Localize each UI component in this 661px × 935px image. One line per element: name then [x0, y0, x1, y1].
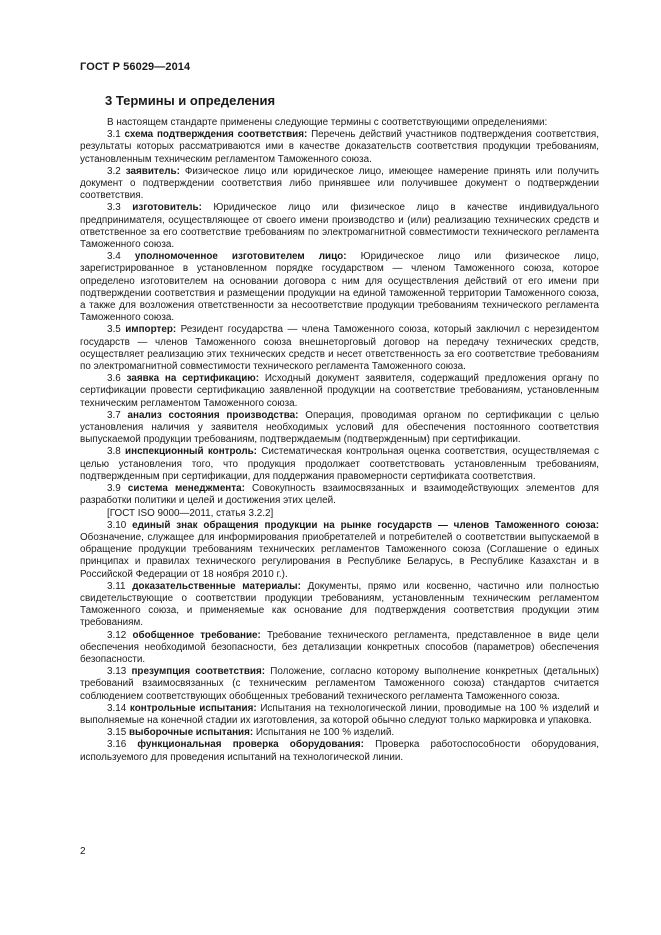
- definition-3-4: 3.4 уполномоченное изготовителем лицо: Юридическое лицо или физическое лицо, зарегистрированное в установленном порядке государством — членом Таможенного союза, которое определено изготовителем на основании договора с ним для осуществления действий от его имени при подтверждении соответствия и размещении продукции на единой таможенной территории Таможенного союза, а также для возложения ответственности за несоответствие продукции требованиям технического регламента Таможенного союза.: [80, 251, 600, 324]
- definition-3-3: 3.3 изготовитель: Юридическое лицо или физическое лицо в качестве индивидуального предпринимателя, осуществляющее от своего имени производство и (или) реализацию технических средств и ответственное за его соответствие требованиям по электромагнитной совместимости технического регламента Таможенного союза.: [80, 202, 599, 251]
- term: обобщенное требование:: [132, 629, 261, 641]
- definition-3-14: 3.14 контрольные испытания: Испытания на технологической линии, проводимые на 100 % изделий и выполняемые на конечной стадии их изготовления, за которой обычно следуют только маркировка и упаковка.: [80, 702, 599, 726]
- definition-3-9: 3.9 система менеджмента: Совокупность взаимосвязанных и взаимодействующих элементов для разработки политики и целей и достижения этих целей.: [80, 483, 599, 507]
- document-header: ГОСТ Р 56029—2014: [80, 61, 191, 73]
- definition-3-6: 3.6 заявка на сертификацию: Исходный документ заявителя, содержащий предложения органу по сертификации провести сертификацию заявленной продукции на соответствие требованиям, установленным техническим регламентом Таможенного союза.: [80, 373, 599, 409]
- definition-3-5: 3.5 импортер: Резидент государства — члена Таможенного союза, который заключил с нерезидентом государств — членов Таможенного союза внешнеторговый договор на передачу технических средств, осуществляет реализацию этих технических средств и несет ответственность за его соответствие требованиям по электромагнитной совместимости технического регламента Таможенного союза.: [80, 324, 599, 373]
- term: презумпция соответствия:: [131, 666, 266, 678]
- definition-3-2: 3.2 заявитель: Физическое лицо или юридическое лицо, имеющее намерение принять или получить документ о подтверждении соответствия либо принявшее или получившее документ о подтверждении соответствия.: [80, 165, 599, 202]
- term: инспекционный контроль:: [125, 446, 257, 458]
- page-number: 2: [80, 846, 86, 857]
- term: функциональная проверка оборудования:: [137, 739, 364, 751]
- term: анализ состояния производства:: [127, 409, 299, 421]
- definition-3-11: 3.11 доказательственные материалы: Документы, прямо или косвенно, частично или полностью свидетельствующие о соответствии продукции требованиям, установленным техническим регламентом Таможенного союза, и применяемые как основание для подтверждения соответствия продукции этим требованиям.: [80, 580, 599, 629]
- document-body: [80, 117, 599, 764]
- term: система менеджмента:: [127, 483, 245, 495]
- definition-3-16: 3.16 функциональная проверка оборудования: Проверка работоспособности оборудования, используемого для проведения испытаний на технологической линии.: [80, 739, 599, 763]
- term: импортер:: [125, 324, 177, 336]
- term: выборочные испытания:: [128, 727, 254, 739]
- definition-3-1: 3.1 схема подтверждения соответствия: Перечень действий участников подтверждения соответствия, результаты которых рассматриваются ими в качестве доказательств соответствия продукции требованиям, установленным техническим регламентом Таможенного союза.: [80, 129, 599, 165]
- definition-3-12: 3.12 обобщенное требование: Требование технического регламента, представленное в виде цели обеспечения необходимой безопасности, без детализации конкретных способов (параметров) обеспечения безопасности.: [80, 629, 599, 665]
- term: изготовитель:: [132, 202, 202, 214]
- term: доказательственные материалы:: [132, 580, 301, 592]
- term: уполномоченное изготовителем лицо:: [134, 251, 347, 263]
- term: схема подтверждения соответствия:: [124, 129, 308, 141]
- term: контрольные испытания:: [129, 702, 257, 714]
- intro-paragraph: В настоящем стандарте применены следующие термины с соответствующими определениями:: [107, 117, 548, 128]
- definition-3-8: 3.8 инспекционный контроль: Систематическая контрольная оценка соответствия, осуществляемая с целью установления того, что продукция продолжает соответствовать установленным требованиям, подтвержденным при сертификации, для поддержания правомерности сертификата соответствия.: [80, 446, 599, 482]
- term: заявка на сертификацию:: [126, 373, 259, 385]
- term: единый знак обращения продукции на рынке государств — членов Таможенного союза:: [132, 519, 600, 531]
- definition-3-7: 3.7 анализ состояния производства: Операция, проводимая органом по сертификации с целью установления наличия у заявителя необходимых условий для обеспечения постоянного соответствия выпускаемой продукции требованиям, подтверждаемым (подтвержденным) при сертификации.: [80, 409, 599, 446]
- reference-note: [ГОСТ ISO 9000—2011, статья 3.2.2]: [107, 507, 274, 519]
- definition-3-10: 3.10 единый знак обращения продукции на рынке государств — членов Таможенного союза: Обозначение, служащее для информирования приобретателей и потребителей о соответствии выпускаемой в обращение продукции требованиям технических регламентов Таможенного союза (Соглашение о единых принципах и правилах технического регулирования в Республике Беларусь, в Республике Казахстан и в Российской Федерации от 18 ноября 2010 г.).: [80, 519, 600, 580]
- definition-3-15: 3.15 выборочные испытания: Испытания не 100 % изделий.: [107, 727, 395, 739]
- section-title: 3 Термины и определения: [105, 93, 276, 108]
- definition-3-13: 3.13 презумпция соответствия: Положение, согласно которому выполнение конкретных (детальных) требований взаимосвязанных (с техническим регламентом Таможенного союза) стандартов считается соблюдением соответствующих обобщенных требований технического регламента Таможенного союза.: [80, 666, 600, 702]
- term: заявитель:: [125, 165, 180, 177]
